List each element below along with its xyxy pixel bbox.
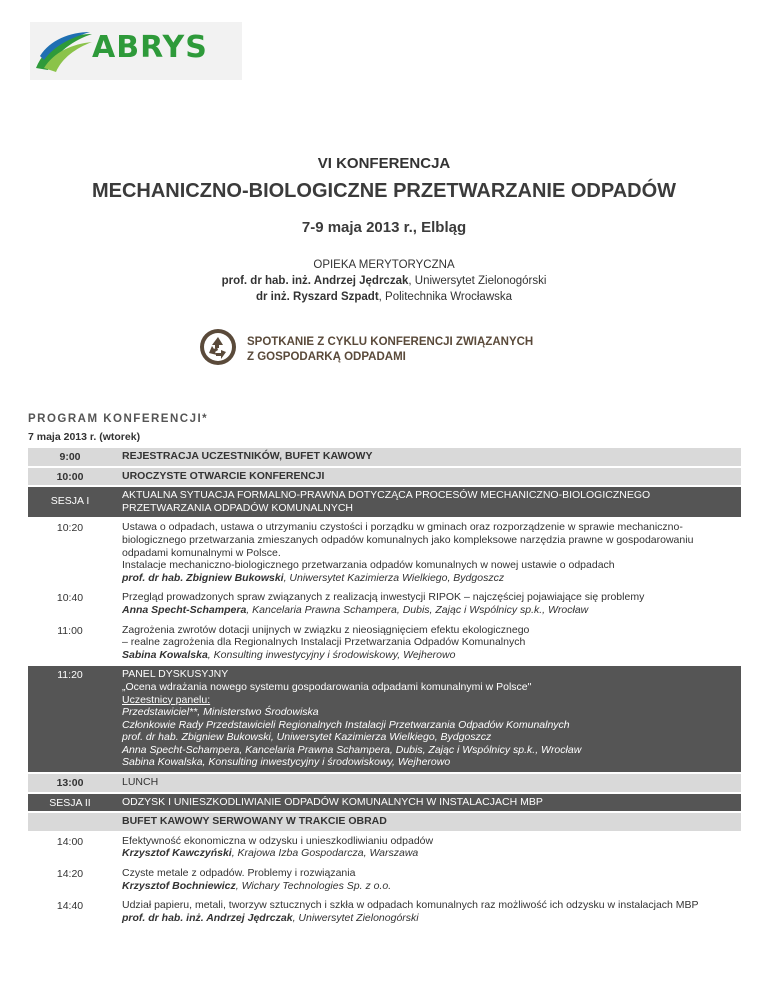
- speaker-name: prof. dr hab. inż. Andrzej Jędrczak: [122, 911, 293, 924]
- speaker-affiliation: , Kancelaria Prawna Schampera, Dubis, Zając i Wspólnicy sp.k., Wrocław: [246, 603, 589, 616]
- row-time: 13:00: [28, 774, 112, 792]
- program-row: [28, 813, 741, 831]
- organizer-1-affiliation: , Uniwersytet Zielonogórski: [408, 275, 547, 287]
- program-row: [28, 833, 741, 863]
- panel-participant: Przedstawiciel**, Ministerstwo Środowiska: [122, 706, 319, 719]
- talk-title: Czyste metale z odpadów. Problemy i rozwiązania: [122, 867, 356, 880]
- speaker-name: Krzysztof Kawczyński: [122, 847, 232, 860]
- organizer-1-name: prof. dr hab. inż. Andrzej Jędrczak: [221, 275, 409, 287]
- speaker-name: Sabina Kowalska: [122, 648, 208, 661]
- program-row: [28, 448, 741, 466]
- panel-row: [28, 666, 741, 772]
- panel-participant: Anna Specht-Schampera, Kancelaria Prawna Schampera, Dubis, Zając i Wspólnicy sp.k., Wrocław: [122, 743, 582, 756]
- speaker-affiliation: , Wichary Technologies Sp. z o.o.: [235, 879, 392, 892]
- speaker-affiliation: , Uniwersytet Zielonogórski: [292, 911, 419, 924]
- row-time: 10:40: [28, 589, 112, 619]
- talk-title-2: – realne zagrożenia dla Regionalnych Instalacji Przetwarzania Odpadów Komunalnych: [122, 636, 526, 649]
- organizer-2: [0, 291, 768, 303]
- row-text: REJESTRACJA UCZESTNIKÓW, BUFET KAWOWY: [112, 448, 741, 466]
- row-text: UROCZYSTE OTWARCIE KONFERENCJI: [112, 468, 741, 486]
- session-title: AKTUALNA SYTUACJA FORMALNO-PRAWNA DOTYCZĄCA PROCESÓW MECHANICZNO-BIOLOGICZNEGO PRZETWARZANIA ODPADÓW KOMUNALNYCH: [112, 487, 741, 517]
- program-row: [28, 519, 741, 587]
- panel-participant: prof. dr hab. Zbigniew Bukowski, Uniwersytet Kazimierza Wielkiego, Bydgoszcz: [122, 731, 492, 744]
- row-time: 9:00: [28, 448, 112, 466]
- conference-number: VI KONFERENCJA: [317, 155, 451, 172]
- speaker-name: prof. dr hab. Zbigniew Bukowski: [122, 571, 284, 584]
- row-time: 11:00: [28, 622, 112, 665]
- session-title: ODZYSK I UNIESZKODLIWIANIE ODPADÓW KOMUNALNYCH W INSTALACJACH MBP: [112, 794, 741, 812]
- row-time: 14:00: [28, 833, 112, 863]
- organizer-1: [0, 275, 768, 287]
- row-time: [28, 813, 112, 831]
- talk-title-2: Instalacje mechaniczno-biologicznego przetwarzania odpadów komunalnych w nowej ustawie o odpadach: [122, 559, 615, 572]
- row-time: 14:40: [28, 897, 112, 927]
- talk-speaker: [122, 912, 733, 925]
- speaker-name: Anna Specht-Schampera: [122, 603, 247, 616]
- recycle-icon: [199, 328, 237, 366]
- session-label: SESJA II: [28, 794, 112, 812]
- program-row: [28, 774, 741, 792]
- panel-participants-label: Uczestnicy panelu:: [122, 693, 211, 706]
- talk-content: [112, 865, 741, 895]
- talk-title: Efektywność ekonomiczna w odzysku i unieszkodliwianiu odpadów: [122, 834, 434, 847]
- organizers-heading: OPIEKA MERYTORYCZNA: [313, 259, 455, 271]
- row-time: 10:00: [28, 468, 112, 486]
- talk-content: [112, 622, 741, 665]
- panel-participant: Sabina Kowalska, Konsulting inwestycyjny i środowiskowy, Wejherowo: [122, 756, 451, 769]
- abrys-logo: [30, 22, 242, 80]
- cycle-text-line-1: SPOTKANIE Z CYKLU KONFERENCJI ZWIĄZANYCH: [247, 336, 534, 348]
- row-time: 11:20: [28, 666, 112, 772]
- talk-content: [112, 519, 741, 587]
- program-title: PROGRAM KONFERENCJI*: [28, 413, 209, 425]
- talk-speaker: [122, 572, 733, 585]
- talk-content: [112, 589, 741, 619]
- program-row: [28, 897, 741, 927]
- row-time: 14:20: [28, 865, 112, 895]
- program-table: [28, 448, 741, 929]
- row-time: 10:20: [28, 519, 112, 587]
- talk-speaker: [122, 649, 733, 662]
- organizer-2-name: dr inż. Ryszard Szpadt: [255, 291, 379, 303]
- conference-date: 7-9 maja 2013 r., Elbląg: [301, 219, 467, 236]
- talk-content: [112, 833, 741, 863]
- panel-participant: Członkowie Rady Przedstawicieli Regionalnych Instalacji Przetwarzania Odpadów Komunalnych: [122, 718, 570, 731]
- program-day: 7 maja 2013 r. (wtorek): [28, 431, 141, 443]
- speaker-affiliation: , Konsulting inwestycyjny i środowiskowy, Wejherowo: [207, 648, 456, 661]
- row-text: BUFET KAWOWY SERWOWANY W TRAKCIE OBRAD: [112, 813, 741, 831]
- organizer-2-affiliation: , Politechnika Wrocławska: [378, 291, 513, 303]
- logo-swoosh-icon: [34, 30, 94, 74]
- session-label: SESJA I: [28, 487, 112, 517]
- panel-subtitle: „Ocena wdrażania nowego systemu gospodarowania odpadami komunalnymi w Polsce": [122, 680, 532, 693]
- speaker-affiliation: , Uniwersytet Kazimierza Wielkiego, Bydgoszcz: [283, 571, 505, 584]
- panel-content: [112, 666, 741, 772]
- session-row: [28, 487, 741, 517]
- talk-title: Przegląd prowadzonych spraw związanych z realizacją inwestycji RIPOK – najczęściej pojawiające się problemy: [122, 591, 645, 604]
- logo-text: ABRYS: [92, 30, 208, 65]
- talk-title: Ustawa o odpadach, ustawa o utrzymaniu czystości i porządku w gminach oraz rozporządzenie w sprawie mechaniczno-biologicznego przetwarzania zmieszanych odpadów komunalnych jako kompleksowe narzędzia prawne w gospodarowaniu odpadami komunalnymi w Polsce.: [122, 521, 694, 559]
- speaker-affiliation: , Krajowa Izba Gospodarcza, Warszawa: [231, 847, 419, 860]
- conference-cycle-banner: [199, 328, 599, 368]
- panel-title: PANEL DYSKUSYJNY: [122, 668, 229, 681]
- talk-speaker: [122, 604, 733, 617]
- row-text: LUNCH: [112, 774, 741, 792]
- program-row: [28, 468, 741, 486]
- talk-speaker: [122, 847, 733, 860]
- cycle-text-line-2: Z GOSPODARKĄ ODPADAMI: [247, 351, 406, 363]
- program-row: [28, 622, 741, 665]
- cycle-text: [247, 335, 607, 365]
- talk-title: Zagrożenia zwrotów dotacji unijnych w związku z nieosiągnięciem efektu ekologicznego: [122, 623, 530, 636]
- talk-speaker: [122, 880, 733, 893]
- speaker-name: Krzysztof Bochniewicz: [122, 879, 236, 892]
- talk-content: [112, 897, 741, 927]
- talk-title: Udział papieru, metali, tworzyw sztucznych i szkła w odpadach komunalnych raz możliwość ich odzysku w instalacjach MBP: [122, 899, 699, 912]
- program-row: [28, 865, 741, 895]
- conference-title: MECHANICZNO-BIOLOGICZNE PRZETWARZANIE ODPADÓW: [91, 180, 677, 202]
- session-row: [28, 794, 741, 812]
- program-row: [28, 589, 741, 619]
